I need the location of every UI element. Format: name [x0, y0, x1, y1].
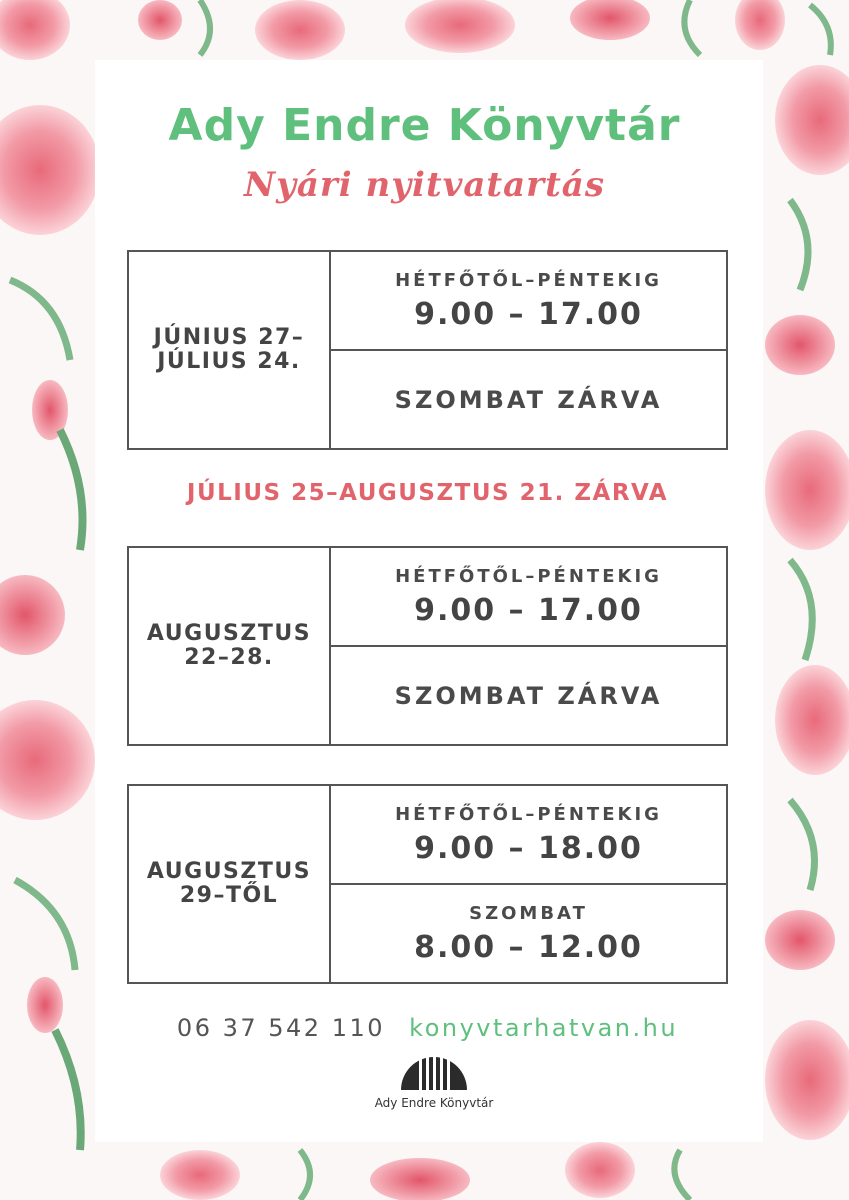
weekday-label: HÉTFŐTŐL–PÉNTEKIG [395, 565, 662, 587]
saturday-cell [331, 645, 726, 744]
period-label: AUGUSZTUS 29–TŐL [129, 786, 331, 982]
weekday-hours: 9.00 – 18.00 [414, 830, 643, 866]
library-logo-icon [397, 1050, 471, 1092]
weekday-cell [331, 252, 726, 349]
contact-footer [127, 1014, 728, 1042]
weekday-cell [331, 548, 726, 645]
period-label: JÚNIUS 27– JÚLIUS 24. [129, 252, 331, 448]
schedule-table-2 [127, 546, 728, 746]
weekday-label: HÉTFŐTŐL–PÉNTEKIG [395, 269, 662, 291]
page-subtitle: Nyári nyitvatartás [244, 165, 605, 205]
saturday-closed: SZOMBAT ZÁRVA [394, 681, 663, 710]
saturday-hours: 8.00 – 12.00 [414, 929, 643, 965]
saturday-cell [331, 883, 726, 982]
schedule-table-3 [127, 784, 728, 984]
logo-text: Ady Endre Könyvtár [374, 1096, 494, 1110]
saturday-closed: SZOMBAT ZÁRVA [394, 385, 663, 414]
schedule-table-1 [127, 250, 728, 450]
weekday-label: HÉTFŐTŐL–PÉNTEKIG [395, 803, 662, 825]
weekday-hours: 9.00 – 17.00 [414, 296, 643, 332]
library-logo [364, 1050, 504, 1110]
saturday-label: SZOMBAT [469, 902, 588, 924]
page-title: Ady Endre Könyvtár [168, 100, 681, 151]
saturday-cell [331, 349, 726, 448]
website-link[interactable]: konyvtarhatvan.hu [409, 1014, 679, 1042]
weekday-cell [331, 786, 726, 883]
closed-notice: JÚLIUS 25–AUGUSZTUS 21. ZÁRVA [186, 480, 669, 506]
period-label: AUGUSZTUS 22–28. [129, 548, 331, 744]
phone-number[interactable]: 06 37 542 110 [176, 1014, 386, 1042]
weekday-hours: 9.00 – 17.00 [414, 592, 643, 628]
